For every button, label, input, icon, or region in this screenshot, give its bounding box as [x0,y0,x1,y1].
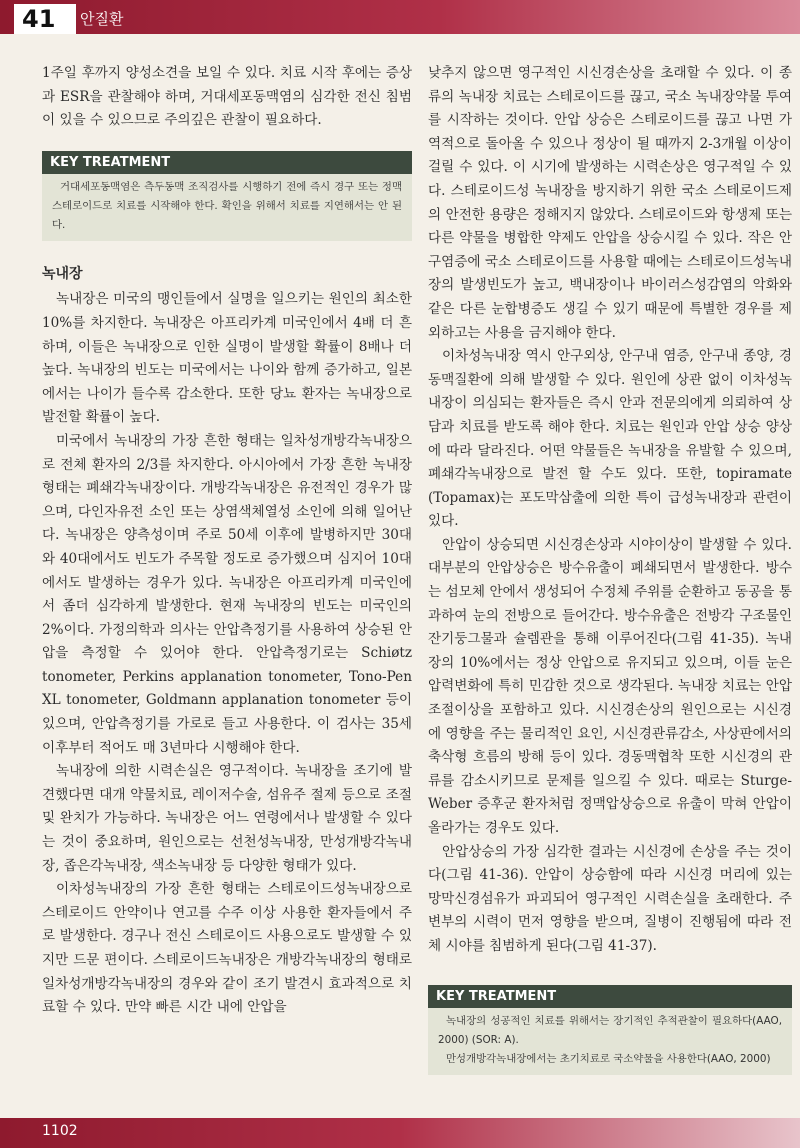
key-treatment-title-2: KEY TREATMENT [428,985,792,1008]
right-column [428,62,792,1097]
body-paragraph: 안압상승의 가장 심각한 결과는 시신경에 손상을 주는 것이다(그림 41-36). 안압이 상승함에 따라 시신경 머리에 있는 망막신경섬유가 파괴되어 영구적인 시력손실을 초래한다. 주변부의 시력이 먼저 영향을 받으며, 질병이 진행됨에 따라 전체 시야를 침범하게 된다(그림 41-37). [428,843,792,954]
body-paragraph: 미국에서 녹내장의 가장 흔한 형태는 일차성개방각녹내장으로 전체 환자의 2/3를 차지한다. 아시아에서 가장 흔한 녹내장 형태는 폐쇄각녹내장이다. 개방각녹내장은 유전적인 경우가 많으며, 다인자유전 소인 또는 상염색체열성 소인에 의해 일어난다. 녹내장은 양측성이며 주로 50세 이후에 발병하지만 30대와 40대에서도 빈도가 주목할 정도로 증가했으며 심지어 10대에서도 발생하는 경우가 있다. 녹내장은 아프리카계 미국인에서 좀더 심각하게 발생한다. 현재 녹내장의 빈도는 미국인의 2%이다. 가정의학과 의사는 안압측정기를 사용하여 상승된 안압을 측정할 수 있어야 한다. 안압측정기로는 Schiøtz tonometer, Perkins applanation tonometer, Tono-Pen XL tonometer, Goldmann applanation tonometer 등이 있으며, 안압측정기를 가로로 들고 사용한다. 이 검사는 35세 이후부터 적어도 매 3년마다 시행해야 한다. [42,432,412,756]
key-treatment-item: 만성개방각녹내장에서는 초기치료로 국소약물을 사용한다(AAO, 2000) [446,1052,771,1065]
key-treatment-box-2 [428,985,792,1075]
key-treatment-title-1: KEY TREATMENT [42,151,412,174]
body-paragraph: 녹내장은 미국의 맹인들에서 실명을 일으키는 원인의 최소한 10%를 차지한다. 녹내장은 아프리카계 미국인에서 4배 더 흔하며, 이들은 녹내장으로 인한 실명이 발생할 확률이 8배나 더 높다. 녹내장의 빈도는 미국에서는 나이와 함께 증가하고, 일본에서는 나이가 들수록 감소한다. 또한 당뇨 환자는 녹내장으로 발전할 확률이 높다. [42,291,412,426]
body-paragraph: 녹내장에 의한 시력손실은 영구적이다. 녹내장을 조기에 발견했다면 대개 약물치료, 레이저수술, 섬유주 절제 등으로 조절 및 완치가 가능하다. 녹내장은 어느 연령에서나 발생할 수 있다는 것이 중요하며, 원인으로는 선천성녹내장, 만성개방각녹내장, 좁은각녹내장, 색소녹내장 등 다양한 형태가 있다. [42,763,412,874]
key-treatment-item: 거대세포동맥염은 측두동맥 조직검사를 시행하기 전에 즉시 경구 또는 정맥스테로이드로 치료를 시작해야 한다. 확인을 위해서 치료를 지연해서는 안 된다. [52,180,402,231]
intro-paragraph: 1주일 후까지 양성소견을 보일 수 있다. 치료 시작 후에는 증상과 ESR을 관찰해야 하며, 거대세포동맥염의 심각한 전신 침범이 있을 수 있으므로 주의깊은 관찰이 필요하다. [42,65,412,129]
body-paragraph: 이차성녹내장의 가장 흔한 형태는 스테로이드성녹내장으로 스테로이드 안약이나 연고를 수주 이상 사용한 환자들에서 주로 발생한다. 경구나 전신 스테로이드 사용으로도 발생할 수 있지만 드문 편이다. 스테로이드녹내장은 개방각녹내장의 형태로 일차성개방각녹내장의 경우와 같이 조기 발견시 효과적으로 치료할 수 있다. 만약 빠른 시간 내에 안압을 [42,881,412,1016]
chapter-title: 안질환 [80,10,124,28]
key-treatment-body-1 [42,174,412,241]
chapter-number: 41 [14,4,76,34]
page-number: 1102 [42,1123,78,1139]
footer-bar [0,1118,800,1148]
header-bar [0,0,800,34]
section-title-glaucoma: 녹내장 [42,265,83,282]
body-paragraph: 이차성녹내장 역시 안구외상, 안구내 염증, 안구내 종양, 경동맥질환에 의해 발생할 수 있다. 원인에 상관 없이 이차성녹내장이 의심되는 환자들은 즉시 안과 전문의에게 의뢰하여 상담과 치료를 받도록 해야 한다. 치료는 원인과 안압 상승 양상에 따라 달라진다. 어떤 약물들은 녹내장을 유발할 수 있으며, 폐쇄각녹내장으로 발전 할 수도 있다. 또한, topiramate (Topamax)는 포도막삼출에 의한 특이 급성녹내장과 관련이 있다. [428,348,792,530]
body-paragraph: 안압이 상승되면 시신경손상과 시야이상이 발생할 수 있다. 대부분의 안압상승은 방수유출이 폐쇄되면서 발생한다. 방수는 섬모체 안에서 생성되어 수정체 주위를 순환하고 동공을 통과하여 눈의 전방으로 들어간다. 방수유출은 전방각 구조물인 잔기둥그물과 슐렘관을 통해 이루어진다(그림 41-35). 녹내장의 10%에서는 정상 안압으로 유지되고 있으며, 이들 눈은 압력변화에 특히 민감한 것으로 생각된다. 녹내장 치료는 안압조절이상을 포함하고 있다. 시신경손상의 원인으로는 시신경에 영향을 주는 물리적인 요인, 시신경관류감소, 사상판에서의 축삭형 흐름의 방해 등이 있다. 경동맥협착 또한 시신경의 관류를 감소시키므로 문제를 일으킬 수 있다. 때로는 Sturge-Weber 증후군 환자처럼 정맥압상승으로 유출이 막혀 안압이 올라가는 경우도 있다. [428,536,792,836]
left-column [42,62,412,1020]
key-treatment-body-2 [428,1008,792,1075]
key-treatment-box-1 [42,151,412,241]
key-treatment-item: 녹내장의 성공적인 치료를 위해서는 장기적인 추적관찰이 필요하다(AAO, 2000) (SOR: A). [438,1014,782,1046]
body-paragraph: 낮추지 않으면 영구적인 시신경손상을 초래할 수 있다. 이 종류의 녹내장 치료는 스테로이드를 끊고, 국소 녹내장약물 투여를 시작하는 것이다. 안압 상승은 스테로이드를 끊고 나면 가역적으로 돌아올 수 있으나 정상이 될 때까지 2-3개월 이상이 걸릴 수 있다. 이 시기에 발생하는 시력손상은 영구적일 수 있다. 스테로이드성 녹내장을 방지하기 위한 국소 스테로이드제의 안전한 용량은 정해지지 않았다. 스테로이드와 항생제 또는 다른 약물을 병합한 약제도 안압을 상승시킬 수 있다. 작은 안구염증에 국소 스테로이드를 사용할 때에는 스테로이드성녹내장의 발생빈도가 높고, 백내장이나 바이러스성감염의 악화와 같은 다른 눈합병증도 생길 수 있기 때문에 특별한 경우를 제외하고는 사용을 금지해야 한다. [428,65,792,341]
